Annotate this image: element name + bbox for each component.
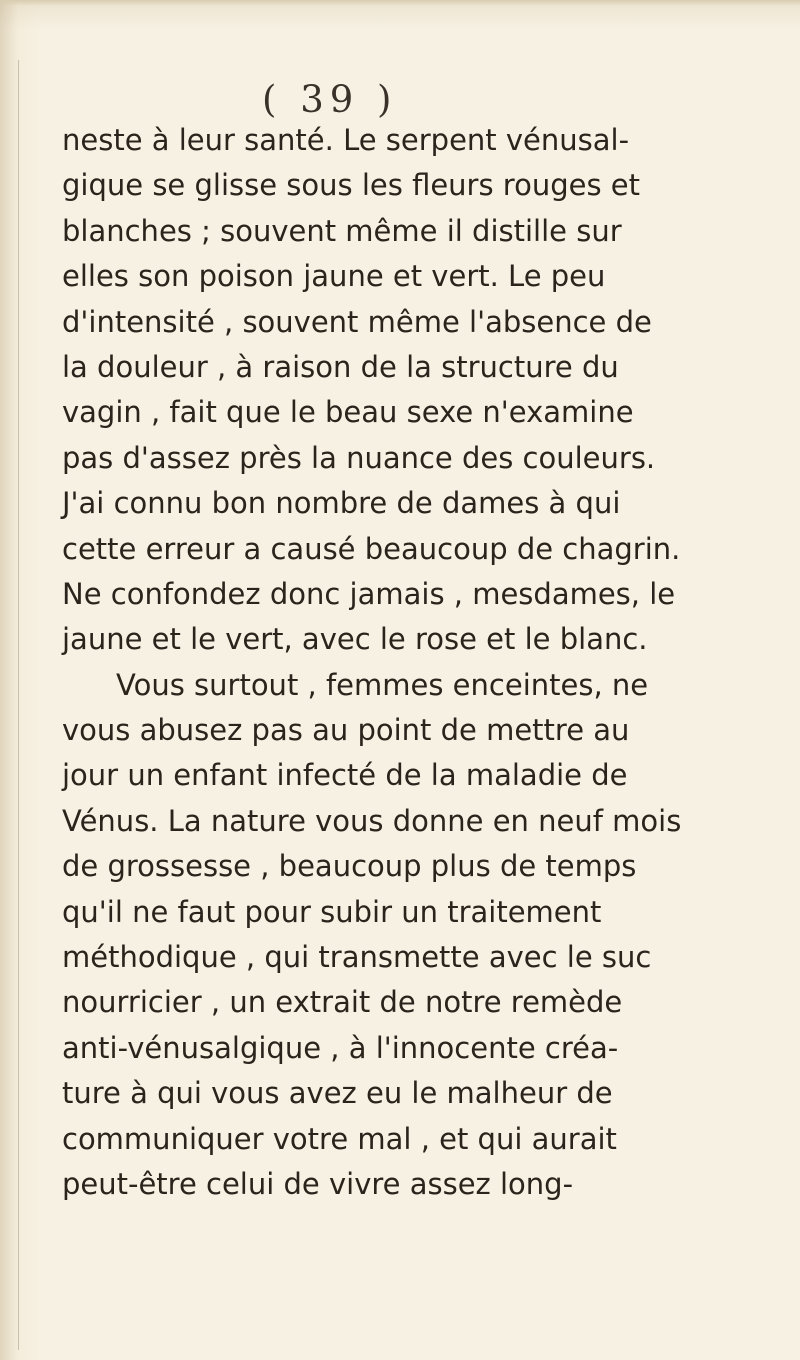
text-line: pas d'assez près la nuance des couleurs. — [62, 440, 656, 475]
text-line: elles son poison jaune et vert. Le peu — [62, 259, 606, 294]
text-line: méthodique , qui transmette avec le suc — [62, 940, 652, 975]
text-line: Ne confondez donc jamais , mesdames, le — [62, 576, 676, 611]
text-line: jour un enfant infecté de la maladie de — [62, 758, 628, 793]
gutter-line — [18, 60, 19, 1350]
text-line: blanches ; souvent même il distille sur — [62, 213, 622, 248]
text-line: vous abusez pas au point de mettre au — [62, 713, 630, 748]
text-line: nourricier , un extrait de notre remède — [62, 985, 623, 1020]
body-text — [62, 118, 800, 1207]
page-number: ( 39 ) — [262, 78, 398, 121]
text-line: anti-vénusalgique , à l'innocente créa- — [62, 1030, 619, 1065]
text-line: jaune et le vert, avec le rose et le blanc. — [62, 622, 648, 657]
text-line: peut-être celui de vivre assez long- — [62, 1166, 574, 1201]
text-line: neste à leur santé. Le serpent vénusal- — [62, 123, 630, 157]
page-top-edge — [0, 0, 800, 6]
text-line: d'intensité , souvent même l'absence de — [62, 304, 652, 339]
text-line: vagin , fait que le beau sexe n'examine — [62, 395, 634, 430]
text-line: cette erreur a causé beaucoup de chagrin. — [62, 531, 681, 566]
text-line: J'ai connu bon nombre de dames à qui — [62, 486, 621, 521]
text-line: la douleur , à raison de la structure du — [62, 349, 619, 384]
text-line: qu'il ne faut pour subir un traitement — [62, 894, 602, 929]
text-line: ture à qui vous avez eu le malheur de — [62, 1076, 613, 1111]
paragraph-start-line: Vous surtout , femmes enceintes, ne — [116, 667, 649, 702]
text-line: Vénus. La nature vous donne en neuf mois — [62, 803, 682, 838]
text-line: de grossesse , beaucoup plus de temps — [62, 849, 637, 884]
text-line: gique se glisse sous les fleurs rouges et — [62, 168, 641, 203]
text-line: communiquer votre mal , et qui aurait — [62, 1121, 617, 1156]
